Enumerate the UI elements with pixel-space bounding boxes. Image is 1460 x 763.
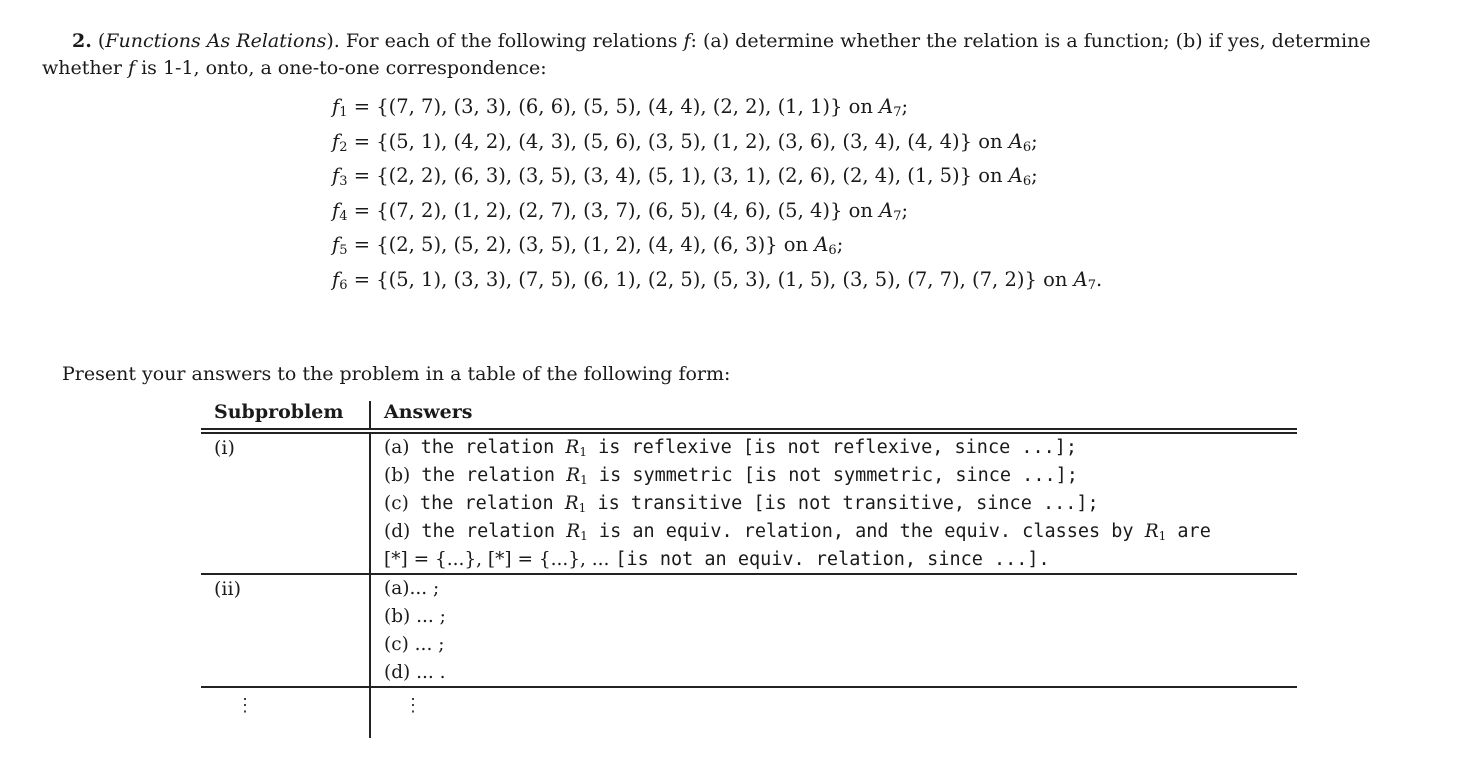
intro-text: For each of the following relations (339, 30, 684, 52)
problem-statement (42, 28, 1372, 82)
column-divider (369, 433, 371, 738)
relation-f6: $f_6 = \{(5$, 1), (3, 3), (7, 5), (6, 1), (2, 5), (5, 3), (1, 5), (3, 5), (7, 7), (7, 2)} on $A_7$. (332, 268, 1103, 293)
problem-title: Functions As Relations (105, 30, 327, 52)
header-subproblem: Subproblem (214, 401, 344, 423)
header-answers: Answers (384, 401, 473, 423)
var-f: f (683, 30, 691, 52)
tail-text: is 1-1, onto, a one-to-one correspondence: (135, 57, 547, 79)
row2-answer-a: (a)... ; (384, 578, 440, 599)
row-divider-1 (201, 573, 1297, 575)
row-divider-2 (201, 686, 1297, 688)
title-close: ). (326, 30, 340, 52)
row2-answer-b: (b) ... ; (384, 606, 446, 627)
row1-answer-d-continued: [*] = {...}, [*] = {...}, ... [is not an equiv. relation, since ...]. (384, 549, 1050, 570)
row2-answer-c: (c) ... ; (384, 634, 445, 655)
var-f-2: f (127, 57, 136, 79)
continuation-dots-answers: ⋮ (404, 695, 422, 716)
problem-number: 2. (72, 30, 92, 52)
title-open: ( (91, 30, 106, 52)
row1-answer-b: (b) the relation $R_1$ is symmetric [is not symmetric, since ...]; (384, 465, 1078, 487)
relation-f4: $f_4 = \{(7$, 2), (1, 2), (2, 7), (3, 7), (6, 5), (4, 6), (5, 4)} on $A_7$; (332, 199, 909, 224)
row1-label: (i) (214, 437, 235, 459)
relation-f2: $f_2 = \{(5$, 1), (4, 2), (4, 3), (5, 6), (3, 5), (1, 2), (3, 6), (3, 4), (4, 4)} on $A_6$; (332, 130, 1038, 155)
relation-f5: $f_5 = \{(2$, 5), (5, 2), (3, 5), (1, 2), (4, 4), (6, 3)} on $A_6$; (332, 233, 844, 258)
header-rule-bottom (201, 432, 1297, 434)
present-instructions: Present your answers to the problem in a table of the following form: (62, 363, 731, 385)
row2-answer-d: (d) ... . (384, 662, 446, 683)
relation-f1: $f_1 = \{(7$, 7), (3, 3), (6, 6), (5, 5), (4, 4), (2, 2), (1, 1)} on $A_7$; (332, 95, 909, 120)
row1-answer-c: (c) the relation $R_1$ is transitive [is not transitive, since ...]; (384, 493, 1099, 515)
part-a-text: : (a) determine whether the relation is a function; (b) if yes, determine whether (42, 30, 1371, 79)
row1-answer-d: (d) the relation $R_1$ is an equiv. relation, and the equiv. classes by $R_1$ are (384, 521, 1211, 543)
continuation-dots-subproblem: ⋮ (236, 695, 254, 716)
row2-label: (ii) (214, 578, 241, 600)
row1-answer-a: (a) the relation $R_1$ is reflexive [is not reflexive, since ...]; (384, 437, 1078, 459)
header-rule-top (201, 428, 1297, 430)
header-column-divider (369, 401, 371, 428)
relation-f3: $f_3 = \{(2$, 2), (6, 3), (3, 5), (3, 4), (5, 1), (3, 1), (2, 6), (2, 4), (1, 5)} on $A_6$; (332, 164, 1038, 189)
